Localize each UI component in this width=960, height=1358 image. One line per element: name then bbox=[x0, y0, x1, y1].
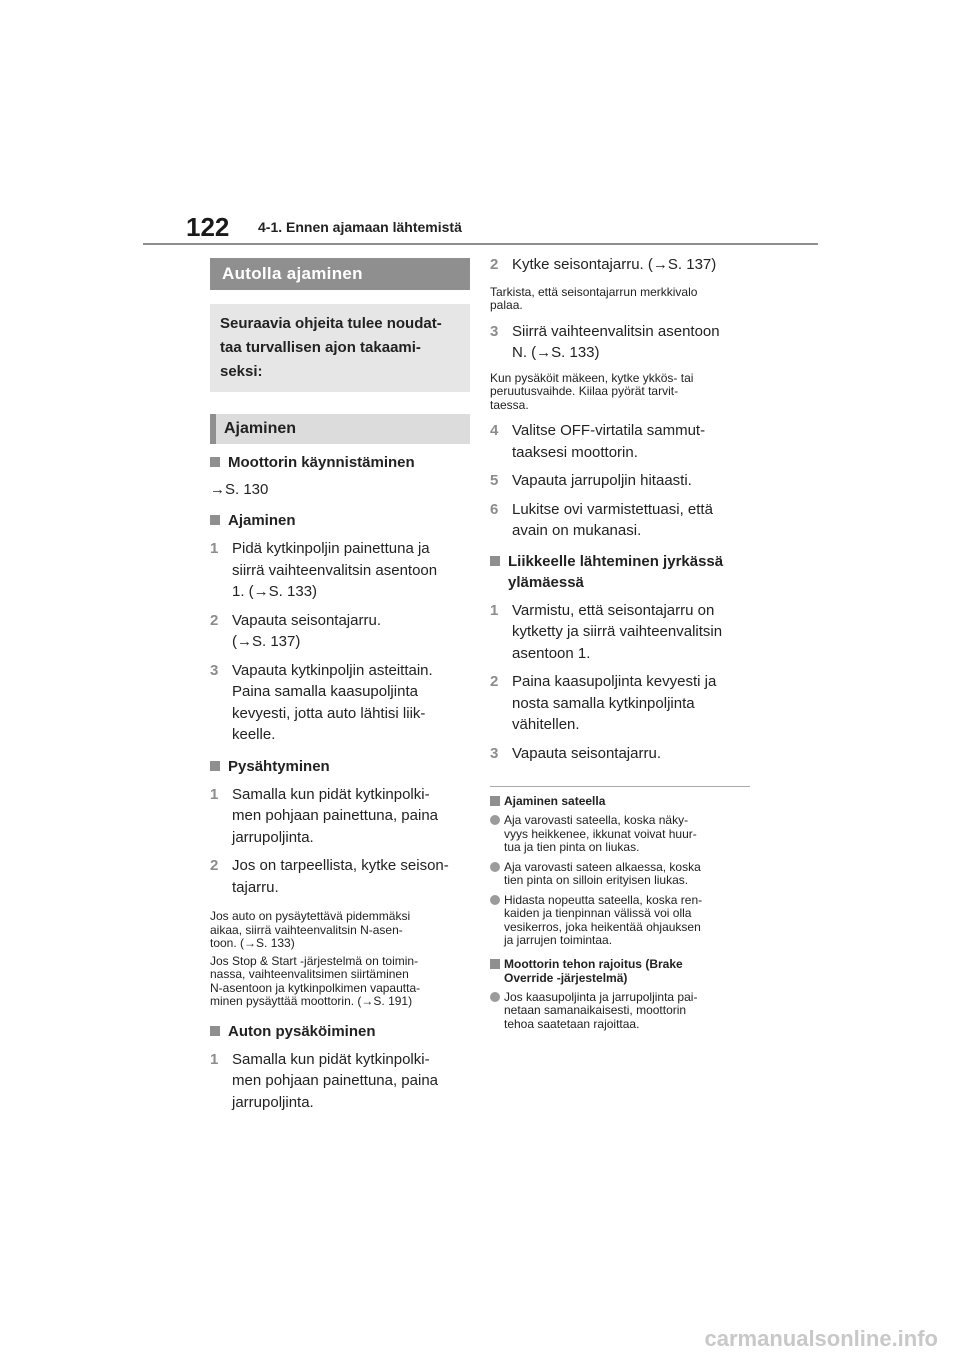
step-line: Vapauta seisontajarru. bbox=[232, 611, 381, 629]
rain-bullet bbox=[490, 861, 752, 888]
park-note bbox=[490, 286, 752, 313]
section-title: 4-1. Ennen ajamaan lähtemistä bbox=[258, 219, 462, 235]
intro-line: taa turvallisen ajon takaami- bbox=[220, 339, 421, 356]
bullet-line: tehoa saatetaan rajoittaa. bbox=[504, 1016, 640, 1031]
step-line: tajarru. bbox=[232, 878, 279, 896]
park-step bbox=[490, 499, 752, 542]
rain-bullet bbox=[490, 814, 752, 855]
step-number: 2 bbox=[210, 611, 219, 629]
heading-line: Liikkeelle lähteminen jyrkässä bbox=[508, 552, 724, 570]
main-heading: Autolla ajaminen bbox=[210, 258, 470, 290]
note-line: N-asentoon ja kytkinpolkimen vapautta- bbox=[210, 980, 421, 995]
step-line: Samalla kun pidät kytkinpolki- bbox=[232, 785, 430, 803]
step-number: 1 bbox=[210, 785, 219, 803]
intro-box bbox=[210, 304, 470, 392]
bullet-line: tua ja tien pinta on liukas. bbox=[504, 840, 640, 854]
heading-line: Moottorin tehon rajoitus (Brake bbox=[504, 956, 683, 971]
bullet-line: netaan samanaikaisesti, moottorin bbox=[504, 1003, 687, 1017]
step-line: Vapauta kytkinpoljin asteittain. bbox=[232, 661, 433, 679]
step-line: Paina samalla kaasupoljinta bbox=[232, 683, 418, 700]
step-number: 3 bbox=[210, 661, 219, 679]
note-line: nassa, vaihteenvalitsimen siirtäminen bbox=[210, 967, 409, 981]
note-line: taessa. bbox=[490, 397, 529, 412]
left-column bbox=[210, 258, 470, 1113]
heading-line: Override -järjestelmä) bbox=[504, 970, 628, 985]
driving-step bbox=[210, 538, 470, 603]
park-note bbox=[490, 372, 752, 413]
step-number: 3 bbox=[490, 744, 499, 762]
step-line: kytketty ja siirrä vaihteenvalitsin bbox=[512, 623, 723, 640]
step-line: siirrä vaihteenvalitsin asentoon bbox=[232, 561, 438, 579]
stop-heading: Pysähtyminen bbox=[210, 756, 470, 777]
bullet-icon bbox=[490, 862, 500, 872]
bullet-icon bbox=[490, 815, 500, 825]
driving-step bbox=[210, 610, 470, 653]
bullet-icon bbox=[490, 895, 500, 905]
step-line: Kytke seisontajarru. (→S. 137) bbox=[512, 256, 717, 273]
step-line: Paina kaasupoljinta kevyesti ja bbox=[512, 673, 717, 690]
note-line: Jos Stop & Start -järjestelmä on toimin- bbox=[210, 953, 419, 968]
step-line: nosta samalla kytkinpoljinta bbox=[512, 694, 695, 712]
bullet-line: ja jarrujen toimintaa. bbox=[504, 933, 613, 947]
step-line: Jos on tarpeellista, kytke seison- bbox=[232, 857, 449, 874]
note-line: palaa. bbox=[490, 298, 523, 312]
step-line: vähitellen. bbox=[512, 716, 580, 733]
heading-line: ylämäessä bbox=[508, 573, 584, 591]
step-line: avain on mukanasi. bbox=[512, 522, 642, 539]
step-line: N. (→S. 133) bbox=[512, 344, 600, 361]
note-line: peruutusvaihde. Kiilaa pyörät tarvit- bbox=[490, 384, 679, 398]
bullet-line: Jos kaasupoljinta ja jarrupoljinta pai- bbox=[504, 989, 698, 1004]
step-line: jarrupoljinta. bbox=[232, 828, 314, 846]
park-step bbox=[490, 420, 752, 463]
page-number: 122 bbox=[186, 212, 230, 242]
note-line: Jos auto on pysäytettävä pidemmäksi bbox=[210, 909, 411, 923]
step-number: 6 bbox=[490, 500, 499, 518]
bullet-line: vesikerros, joka heikentää ohjauksen bbox=[504, 919, 701, 934]
step-number: 1 bbox=[210, 540, 219, 557]
step-line: taaksesi moottorin. bbox=[512, 443, 638, 461]
park-step bbox=[490, 254, 752, 276]
sub-heading: Ajaminen bbox=[210, 414, 470, 444]
bullet-line: tien pinta on silloin erityisen liukas. bbox=[504, 873, 689, 887]
right-column bbox=[490, 254, 752, 1031]
park-step bbox=[490, 321, 752, 364]
park-step bbox=[210, 1049, 470, 1114]
step-line: jarrupoljinta. bbox=[232, 1093, 314, 1111]
step-number: 4 bbox=[490, 422, 499, 439]
override-heading bbox=[490, 957, 752, 985]
step-line: 1. (→S. 133) bbox=[232, 583, 318, 600]
start-reference: →S. 130 bbox=[210, 481, 269, 498]
watermark-text: carmanualsonline.info bbox=[704, 1326, 938, 1351]
hill-step bbox=[490, 671, 752, 736]
header-rule bbox=[143, 243, 818, 245]
step-line: Samalla kun pidät kytkinpolki- bbox=[232, 1050, 430, 1068]
stop-note bbox=[210, 910, 470, 951]
start-heading: Moottorin käynnistäminen bbox=[210, 452, 470, 473]
step-number: 1 bbox=[210, 1050, 219, 1068]
step-line: Pidä kytkinpoljin painettuna ja bbox=[232, 540, 430, 557]
stop-note bbox=[210, 955, 470, 1009]
step-number: 1 bbox=[490, 601, 499, 619]
bullet-line: Aja varovasti sateella, koska näky- bbox=[504, 813, 689, 827]
step-line: men pohjaan painettuna, paina bbox=[232, 807, 439, 824]
step-line: Vapauta seisontajarru. bbox=[512, 744, 661, 762]
step-line: Lukitse ovi varmistettuasi, että bbox=[512, 500, 713, 518]
stop-step bbox=[210, 855, 470, 898]
step-number: 2 bbox=[210, 857, 219, 874]
section-divider bbox=[490, 786, 750, 787]
step-line: keelle. bbox=[232, 726, 276, 743]
hill-step bbox=[490, 743, 752, 765]
step-line: kevyesti, jotta auto lähtisi liik- bbox=[232, 704, 426, 722]
rain-heading: Ajaminen sateella bbox=[490, 794, 752, 808]
step-number: 3 bbox=[490, 322, 499, 340]
rain-bullet bbox=[490, 894, 752, 948]
override-bullet bbox=[490, 991, 752, 1032]
note-line: Kun pysäköit mäkeen, kytke ykkös- tai bbox=[490, 370, 694, 385]
hill-heading bbox=[490, 551, 752, 593]
park-step bbox=[490, 470, 752, 492]
hill-step bbox=[490, 600, 752, 665]
note-line: aikaa, siirrä vaihteenvalitsin N-asen- bbox=[210, 922, 403, 937]
step-line: Siirrä vaihteenvalitsin asentoon bbox=[512, 322, 720, 340]
step-number: 2 bbox=[490, 256, 499, 273]
park-heading: Auton pysäköiminen bbox=[210, 1021, 470, 1042]
note-line: minen pysäyttää moottorin. (→S. 191) bbox=[210, 994, 413, 1008]
step-line: Valitse OFF-virtatila sammut- bbox=[512, 422, 706, 439]
bullet-line: vyys heikkenee, ikkunat voivat huur- bbox=[504, 826, 697, 841]
driving-step bbox=[210, 660, 470, 746]
stop-step bbox=[210, 784, 470, 849]
intro-line: Seuraavia ohjeita tulee noudat- bbox=[220, 315, 442, 332]
step-line: Varmistu, että seisontajarru on bbox=[512, 601, 715, 619]
note-line: Tarkista, että seisontajarrun merkkivalo bbox=[490, 284, 698, 299]
step-number: 5 bbox=[490, 472, 499, 489]
watermark bbox=[0, 1326, 960, 1352]
driving-heading: Ajaminen bbox=[210, 510, 470, 531]
bullet-line: Aja varovasti sateen alkaessa, koska bbox=[504, 859, 701, 874]
bullet-icon bbox=[490, 992, 500, 1002]
step-number: 2 bbox=[490, 673, 499, 690]
bullet-line: kaiden ja tienpinnan välissä voi olla bbox=[504, 906, 692, 920]
intro-line: seksi: bbox=[220, 363, 263, 380]
step-line: asentoon 1. bbox=[512, 644, 591, 662]
step-line: men pohjaan painettuna, paina bbox=[232, 1072, 439, 1089]
bullet-line: Hidasta nopeutta sateella, koska ren- bbox=[504, 892, 703, 907]
note-line: toon. (→S. 133) bbox=[210, 936, 295, 950]
step-line: Vapauta jarrupoljin hitaasti. bbox=[512, 472, 692, 489]
step-line: (→S. 137) bbox=[232, 633, 301, 650]
